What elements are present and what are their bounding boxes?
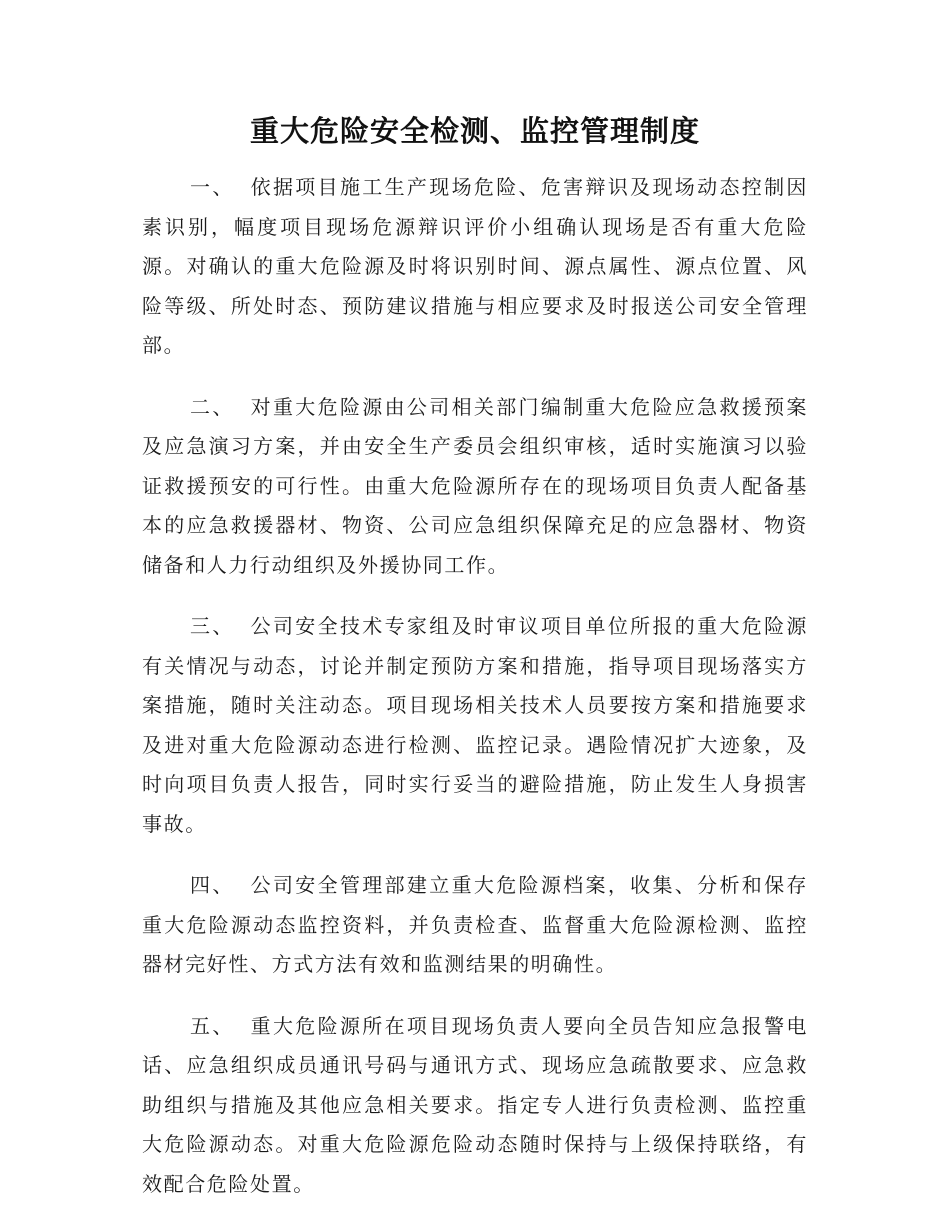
paragraph-text: 对重大危险源由公司相关部门编制重大危险应急救援预案及应急演习方案，并由安全生产委员会组织审核，适时实施演习以验证救援预安的可行性。由重大危险源所存在的现场项目负责人配备基本的应急救援器材、物资、公司应急组织保障充足的应急器材、物资储备和人力行动组织及外援协同工作。 <box>142 394 809 577</box>
paragraph-number: 四、 <box>190 873 235 897</box>
paragraph-number: 五、 <box>190 1013 235 1038</box>
paragraph-2 <box>142 388 808 586</box>
paragraph-number: 一、 <box>190 175 235 199</box>
paragraph-3 <box>142 607 808 844</box>
paragraph-4 <box>142 866 808 985</box>
paragraph-number: 三、 <box>190 614 235 638</box>
document-title: 重大危险安全检测、监控管理制度 <box>249 114 700 148</box>
paragraph-number: 二、 <box>190 394 235 419</box>
paragraph-text: 重大危险源所在项目现场负责人要向全员告知应急报警电话、应急组织成员通讯号码与通讯方式、现场应急疏散要求、应急救助组织与措施及其他应急相关要求。指定专人进行负责检测、监控重大危险源动态。对重大危险源危险动态随时保持与上级保持联络，有效配合危险处置。 <box>142 1013 809 1196</box>
paragraph-text: 公司安全管理部建立重大危险源档案，收集、分析和保存重大危险源动态监控资料，并负责检查、监督重大危险源检测、监控器材完好性、方式方法有效和监测结果的明确性。 <box>142 873 809 976</box>
paragraph-1 <box>142 168 808 366</box>
paragraph-5 <box>142 1007 808 1205</box>
paragraph-text: 依据项目施工生产现场危险、危害辩识及现场动态控制因素识别，幅度项目现场危源辩识评价小组确认现场是否有重大危险源。对确认的重大危险源及时将识别时间、源点属性、源点位置、风险等级、所处时态、预防建议措施与相应要求及时报送公司安全管理部。 <box>142 175 809 357</box>
paragraph-text: 公司安全技术专家组及时审议项目单位所报的重大危险源有关情况与动态，讨论并制定预防方案和措施，指导项目现场落实方案措施，随时关注动态。项目现场相关技术人员要按方案和措施要求及进对重大危险源动态进行检测、监控记录。遇险情况扩大迹象，及时向项目负责人报告，同时实行妥当的避险措施，防止发生人身损害事故。 <box>142 614 809 836</box>
document-body <box>142 168 808 1226</box>
